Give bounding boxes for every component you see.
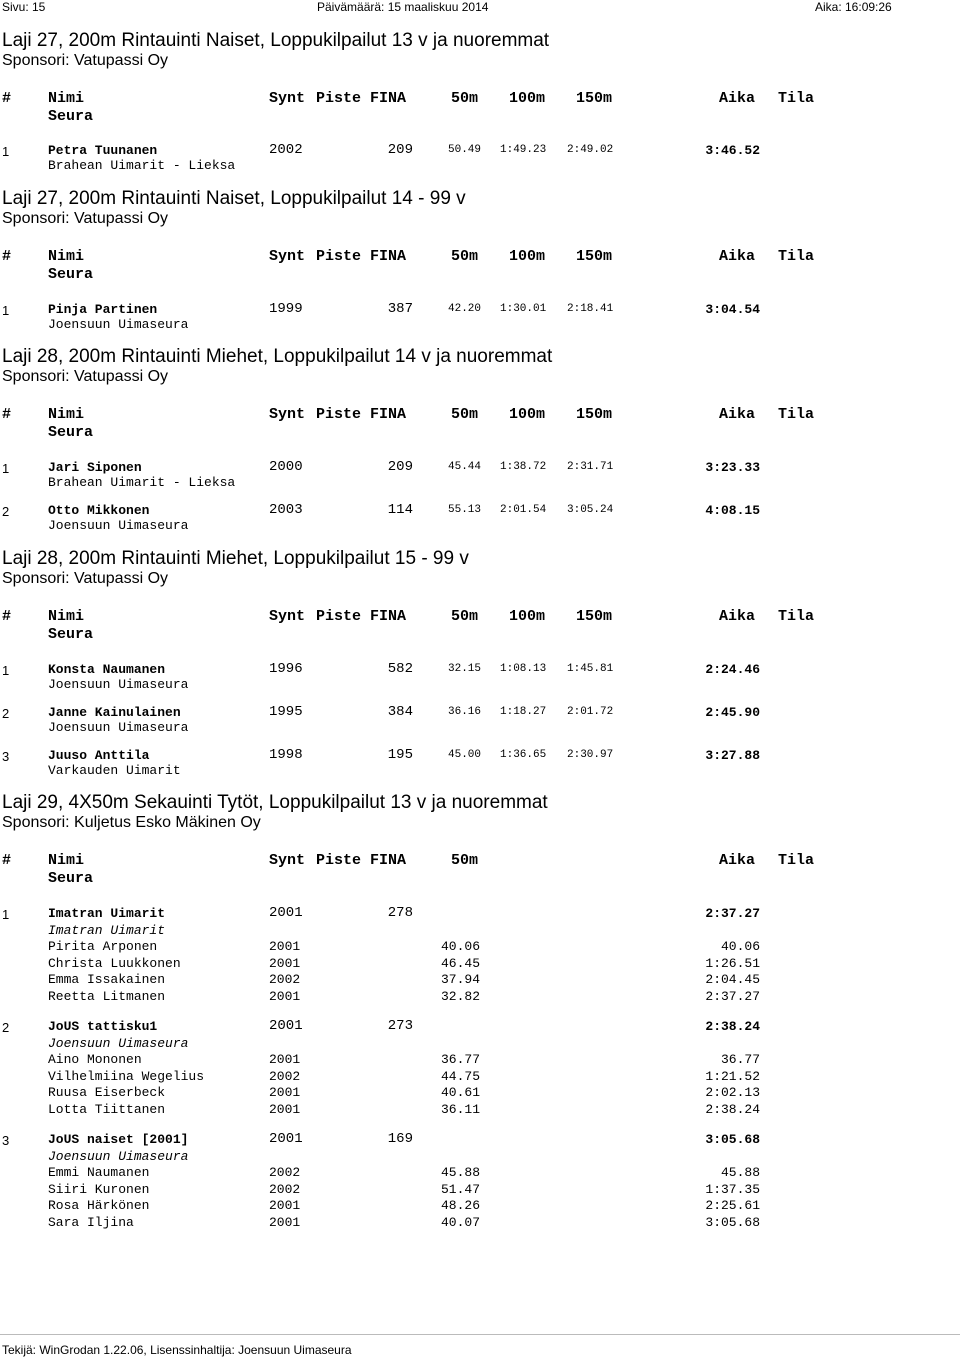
split-150m: 2:01.72 xyxy=(567,706,614,718)
relay-cumulative-time: 2:25.61 xyxy=(705,1198,760,1213)
event-title: Laji 29, 4X50m Sekauinti Tytöt, Loppukilpailut 13 v ja nuoremmat xyxy=(2,792,548,813)
fina-points: 384 xyxy=(387,704,413,720)
split-100m: 1:36.65 xyxy=(500,749,547,761)
print-date: Päivämäärä: 15 maaliskuu 2014 xyxy=(317,0,489,14)
event-title: Laji 28, 200m Rintauinti Miehet, Loppukilpailut 15 - 99 v xyxy=(2,548,469,569)
team-time: 2:37.27 xyxy=(705,906,760,921)
col-header-time: Aika xyxy=(719,608,756,625)
swimmer-name: Pinja Partinen xyxy=(48,302,158,317)
relay-leg-split: 44.75 xyxy=(440,1068,480,1084)
col-header-time: Aika xyxy=(719,852,756,869)
split-100m: 1:49.23 xyxy=(500,144,547,156)
result-rank: 1 xyxy=(2,663,10,678)
birth-year: 1996 xyxy=(269,661,303,677)
footer-divider xyxy=(0,1334,960,1335)
col-header-50m: 50m xyxy=(451,608,479,625)
relay-leg-split: 37.94 xyxy=(440,972,480,987)
col-header-rank: # xyxy=(2,852,12,869)
relay-cumulative-time: 45.88 xyxy=(720,1165,760,1180)
col-header-time: Aika xyxy=(719,248,756,265)
relay-leg-split: 36.77 xyxy=(440,1052,480,1067)
relay-cumulative-time: 2:04.45 xyxy=(705,972,760,987)
col-header-50m: 50m xyxy=(451,90,479,107)
split-100m: 1:30.01 xyxy=(500,303,547,315)
split-150m: 2:31.71 xyxy=(567,461,614,473)
final-time: 3:23.33 xyxy=(705,460,760,475)
split-100m: 1:18.27 xyxy=(500,706,547,718)
relay-swimmer-name: Ruusa Eiserbeck xyxy=(48,1085,166,1100)
result-rank: 2 xyxy=(2,706,10,721)
relay-swimmer-name: Pirita Arponen xyxy=(48,939,158,954)
swimmer-name: Otto Mikkonen xyxy=(48,503,150,518)
relay-cumulative-time: 1:37.35 xyxy=(705,1181,760,1197)
col-header-club: Seura xyxy=(48,108,94,125)
club-name: Joensuun Uimaseura xyxy=(48,1036,189,1051)
col-header-year: Synt xyxy=(269,608,306,625)
relay-cumulative-time: 36.77 xyxy=(720,1052,760,1067)
relay-swimmer-year: 2001 xyxy=(269,955,301,971)
col-header-100m: 100m xyxy=(509,90,546,107)
fina-points: 114 xyxy=(387,502,413,518)
relay-cumulative-time: 3:05.68 xyxy=(705,1214,760,1230)
club-name: Varkauden Uimarit xyxy=(48,763,181,778)
split-100m: 1:38.72 xyxy=(500,461,547,473)
relay-swimmer-name: Sara Iljina xyxy=(48,1214,134,1230)
relay-swimmer-name: Aino Mononen xyxy=(48,1052,142,1067)
relay-cumulative-time: 2:38.24 xyxy=(705,1101,760,1117)
club-name: Joensuun Uimaseura xyxy=(48,518,189,533)
team-year: 2001 xyxy=(269,1018,303,1034)
split-150m: 2:30.97 xyxy=(567,749,614,761)
col-header-name: Nimi xyxy=(48,608,85,625)
birth-year: 1998 xyxy=(269,747,303,763)
team-name: JoUS naiset [2001] xyxy=(48,1132,189,1147)
print-time: Aika: 16:09:26 xyxy=(815,0,892,14)
page-number: Sivu: 15 xyxy=(2,0,46,14)
relay-swimmer-name: Christa Luukkonen xyxy=(48,955,181,971)
relay-leg-split: 40.61 xyxy=(440,1085,480,1100)
col-header-points: Piste FINA xyxy=(316,90,407,107)
result-rank: 1 xyxy=(2,303,10,318)
relay-cumulative-time: 1:26.51 xyxy=(705,955,760,971)
relay-leg-split: 46.45 xyxy=(440,955,480,971)
team-rank: 3 xyxy=(2,1133,10,1148)
fina-points: 169 xyxy=(387,1131,413,1147)
team-name: JoUS tattisku1 xyxy=(48,1019,158,1034)
relay-swimmer-year: 2001 xyxy=(269,1198,301,1213)
club-name: Joensuun Uimaseura xyxy=(48,677,189,692)
col-header-150m: 150m xyxy=(576,248,613,265)
col-header-100m: 100m xyxy=(509,406,546,423)
final-time: 3:04.54 xyxy=(705,302,760,317)
col-header-status: Tila xyxy=(778,608,815,625)
relay-swimmer-name: Reetta Litmanen xyxy=(48,988,166,1004)
col-header-50m: 50m xyxy=(451,248,479,265)
event-title: Laji 27, 200m Rintauinti Naiset, Loppukilpailut 13 v ja nuoremmat xyxy=(2,30,550,51)
col-header-year: Synt xyxy=(269,852,306,869)
final-time: 4:08.15 xyxy=(705,503,760,518)
birth-year: 1999 xyxy=(269,301,303,317)
relay-leg-split: 51.47 xyxy=(440,1181,480,1197)
relay-leg-split: 40.06 xyxy=(440,939,480,954)
club-name: Brahean Uimarit - Lieksa xyxy=(48,158,236,173)
col-header-name: Nimi xyxy=(48,90,85,107)
col-header-50m: 50m xyxy=(451,852,479,869)
event-title: Laji 28, 200m Rintauinti Miehet, Loppukilpailut 14 v ja nuoremmat xyxy=(2,346,553,367)
col-header-status: Tila xyxy=(778,90,815,107)
col-header-150m: 150m xyxy=(576,608,613,625)
swimmer-name: Konsta Naumanen xyxy=(48,662,166,677)
fina-points: 278 xyxy=(387,905,413,921)
relay-swimmer-year: 2001 xyxy=(269,1052,301,1067)
club-name: Joensuun Uimaseura xyxy=(48,317,189,332)
col-header-year: Synt xyxy=(269,90,306,107)
event-sponsor: Sponsori: Kuljetus Esko Mäkinen Oy xyxy=(2,814,261,831)
split-50m: 45.44 xyxy=(448,461,482,473)
relay-swimmer-year: 2001 xyxy=(269,1085,301,1100)
col-header-name: Nimi xyxy=(48,248,85,265)
relay-swimmer-name: Lotta Tiittanen xyxy=(48,1101,166,1117)
birth-year: 2000 xyxy=(269,459,303,475)
relay-cumulative-time: 40.06 xyxy=(720,939,760,954)
relay-swimmer-year: 2001 xyxy=(269,1101,301,1117)
relay-leg-split: 48.26 xyxy=(440,1198,480,1213)
relay-leg-split: 40.07 xyxy=(440,1214,480,1230)
final-time: 2:45.90 xyxy=(705,705,760,720)
event-title: Laji 27, 200m Rintauinti Naiset, Loppukilpailut 14 - 99 v xyxy=(2,188,466,209)
team-year: 2001 xyxy=(269,1131,303,1147)
fina-points: 273 xyxy=(387,1018,413,1034)
final-time: 2:24.46 xyxy=(705,662,760,677)
col-header-rank: # xyxy=(2,248,12,265)
fina-points: 195 xyxy=(387,747,413,763)
final-time: 3:27.88 xyxy=(705,748,760,763)
relay-swimmer-name: Siiri Kuronen xyxy=(48,1181,150,1197)
col-header-time: Aika xyxy=(719,90,756,107)
relay-swimmer-name: Rosa Härkönen xyxy=(48,1198,150,1213)
final-time: 3:46.52 xyxy=(705,143,760,158)
relay-swimmer-year: 2001 xyxy=(269,939,301,954)
col-header-rank: # xyxy=(2,90,12,107)
relay-swimmer-name: Emmi Naumanen xyxy=(48,1165,150,1180)
team-name: Imatran Uimarit xyxy=(48,906,166,921)
relay-swimmer-year: 2002 xyxy=(269,972,301,987)
col-header-name: Nimi xyxy=(48,406,85,423)
club-name: Brahean Uimarit - Lieksa xyxy=(48,475,236,490)
col-header-points: Piste FINA xyxy=(316,248,407,265)
event-sponsor: Sponsori: Vatupassi Oy xyxy=(2,210,169,227)
relay-swimmer-name: Emma Issakainen xyxy=(48,972,166,987)
relay-swimmer-year: 2002 xyxy=(269,1181,301,1197)
col-header-50m: 50m xyxy=(451,406,479,423)
relay-cumulative-time: 2:37.27 xyxy=(705,988,760,1004)
split-50m: 45.00 xyxy=(448,749,482,761)
team-rank: 1 xyxy=(2,907,10,922)
col-header-points: Piste FINA xyxy=(316,608,407,625)
split-50m: 32.15 xyxy=(448,663,482,675)
result-rank: 1 xyxy=(2,461,10,476)
club-name: Joensuun Uimaseura xyxy=(48,720,189,735)
col-header-club: Seura xyxy=(48,870,94,887)
col-header-status: Tila xyxy=(778,852,815,869)
fina-points: 209 xyxy=(387,142,413,158)
swimmer-name: Janne Kainulainen xyxy=(48,705,181,720)
birth-year: 1995 xyxy=(269,704,303,720)
col-header-rank: # xyxy=(2,608,12,625)
col-header-club: Seura xyxy=(48,626,94,643)
team-time: 2:38.24 xyxy=(705,1019,760,1034)
swimmer-name: Jari Siponen xyxy=(48,460,142,475)
relay-swimmer-year: 2002 xyxy=(269,1165,301,1180)
col-header-100m: 100m xyxy=(509,608,546,625)
split-150m: 3:05.24 xyxy=(567,504,614,516)
col-header-status: Tila xyxy=(778,406,815,423)
result-rank: 1 xyxy=(2,144,10,159)
team-year: 2001 xyxy=(269,905,303,921)
col-header-points: Piste FINA xyxy=(316,406,407,423)
col-header-150m: 150m xyxy=(576,90,613,107)
club-name: Joensuun Uimaseura xyxy=(48,1149,189,1164)
split-50m: 36.16 xyxy=(448,706,482,718)
col-header-rank: # xyxy=(2,406,12,423)
col-header-year: Synt xyxy=(269,406,306,423)
footer-text: Tekijä: WinGrodan 1.22.06, Lisenssinhaltija: Joensuun Uimaseura xyxy=(2,1343,352,1357)
relay-leg-split: 45.88 xyxy=(440,1165,480,1180)
event-sponsor: Sponsori: Vatupassi Oy xyxy=(2,570,169,587)
relay-swimmer-name: Vilhelmiina Wegelius xyxy=(48,1068,205,1084)
col-header-club: Seura xyxy=(48,424,94,441)
split-100m: 2:01.54 xyxy=(500,504,547,516)
split-50m: 50.49 xyxy=(448,144,482,156)
team-rank: 2 xyxy=(2,1020,10,1035)
split-100m: 1:08.13 xyxy=(500,663,547,675)
event-sponsor: Sponsori: Vatupassi Oy xyxy=(2,52,169,69)
col-header-points: Piste FINA xyxy=(316,852,407,869)
relay-cumulative-time: 2:02.13 xyxy=(705,1085,760,1100)
split-150m: 2:18.41 xyxy=(567,303,614,315)
col-header-150m: 150m xyxy=(576,406,613,423)
split-150m: 2:49.02 xyxy=(567,144,614,156)
club-name: Imatran Uimarit xyxy=(48,923,166,938)
relay-swimmer-year: 2001 xyxy=(269,1214,301,1230)
relay-cumulative-time: 1:21.52 xyxy=(705,1068,760,1084)
split-50m: 42.20 xyxy=(448,303,482,315)
relay-leg-split: 32.82 xyxy=(440,988,480,1004)
split-150m: 1:45.81 xyxy=(567,663,614,675)
col-header-100m: 100m xyxy=(509,248,546,265)
col-header-name: Nimi xyxy=(48,852,85,869)
event-sponsor: Sponsori: Vatupassi Oy xyxy=(2,368,169,385)
fina-points: 209 xyxy=(387,459,413,475)
col-header-status: Tila xyxy=(778,248,815,265)
team-time: 3:05.68 xyxy=(705,1132,760,1147)
relay-swimmer-year: 2002 xyxy=(269,1068,301,1084)
result-rank: 3 xyxy=(2,749,10,764)
relay-leg-split: 36.11 xyxy=(440,1101,480,1117)
split-50m: 55.13 xyxy=(448,504,482,516)
fina-points: 387 xyxy=(387,301,413,317)
birth-year: 2002 xyxy=(269,142,303,158)
col-header-time: Aika xyxy=(719,406,756,423)
swimmer-name: Juuso Anttila xyxy=(48,748,150,763)
col-header-year: Synt xyxy=(269,248,306,265)
col-header-club: Seura xyxy=(48,266,94,283)
birth-year: 2003 xyxy=(269,502,303,518)
result-rank: 2 xyxy=(2,504,10,519)
swimmer-name: Petra Tuunanen xyxy=(48,143,158,158)
relay-swimmer-year: 2001 xyxy=(269,988,301,1004)
fina-points: 582 xyxy=(387,661,413,677)
